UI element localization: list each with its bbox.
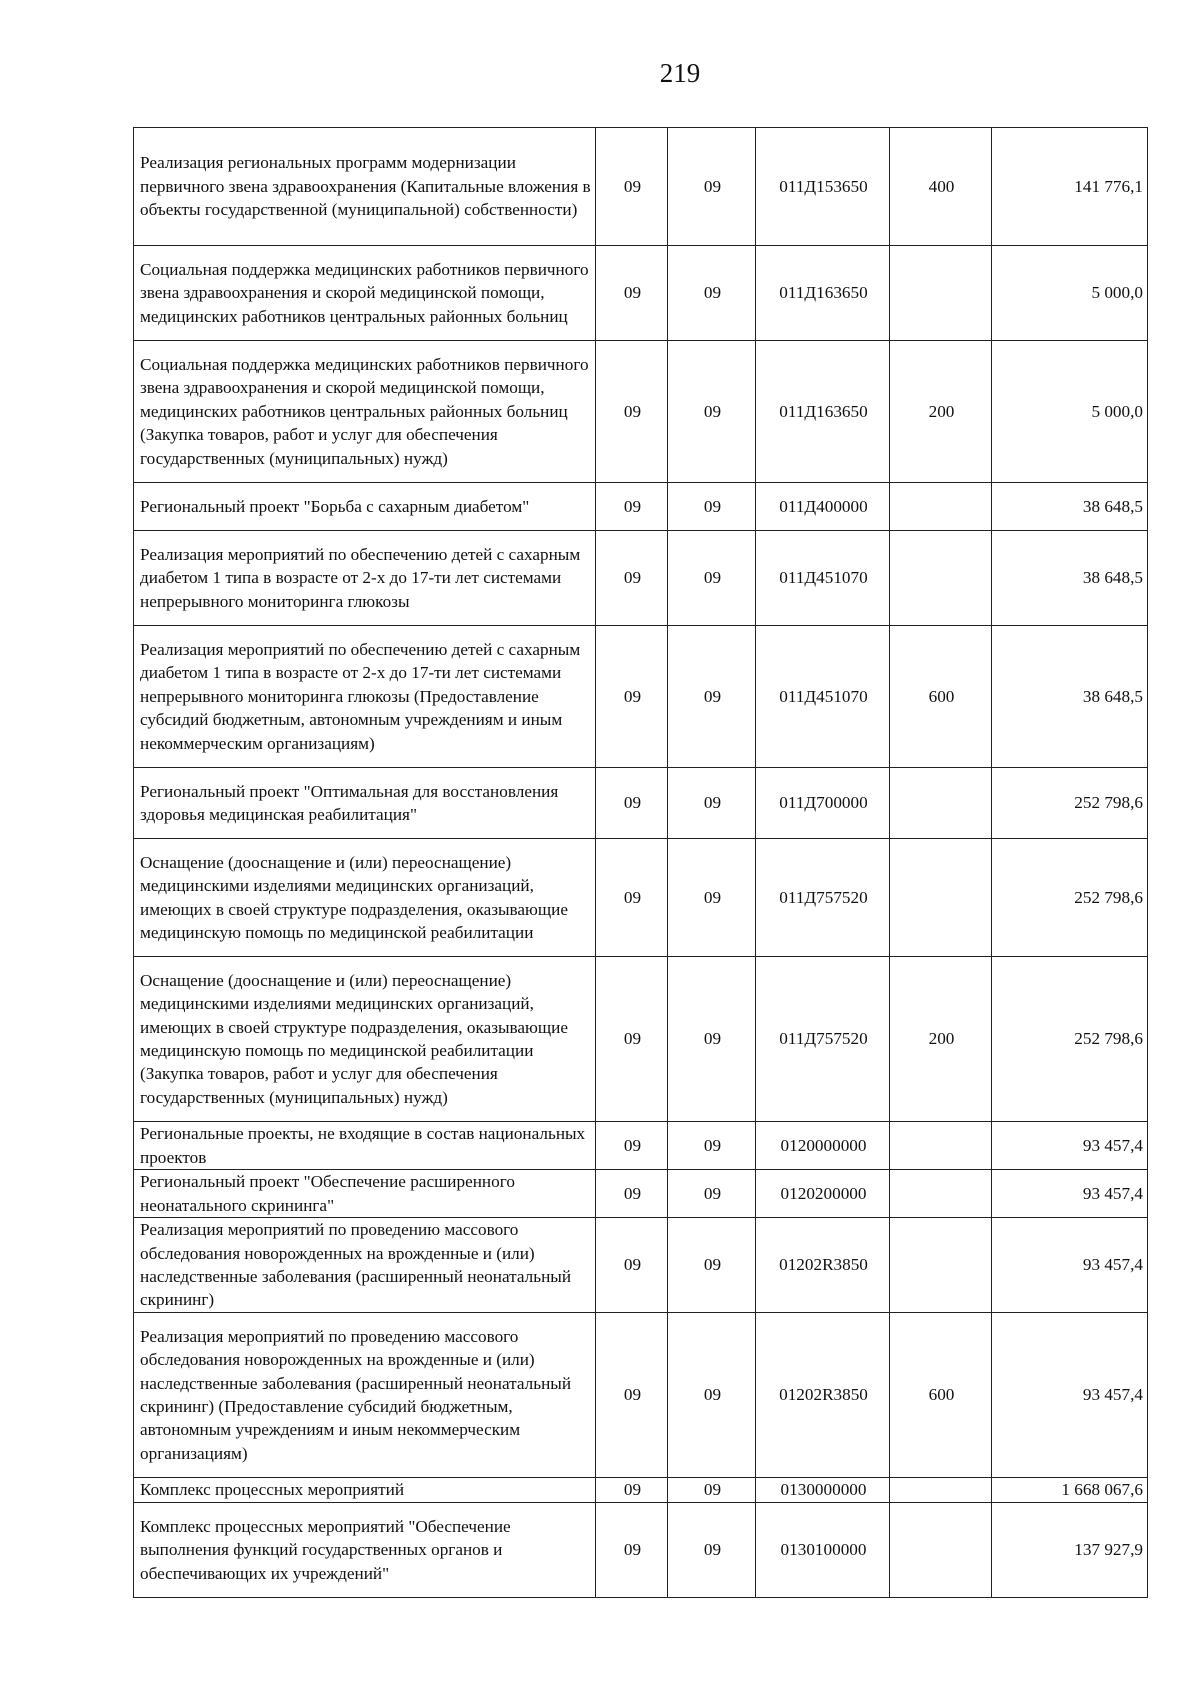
row-description: Комплекс процессных мероприятий — [134, 1478, 596, 1503]
row-section-code: 09 — [596, 128, 668, 246]
row-target-article-code: 01202R3850 — [756, 1313, 890, 1478]
page-number: 219 — [659, 58, 701, 88]
table-row — [134, 957, 1148, 1122]
table-row — [134, 1170, 1148, 1218]
row-amount: 38 648,5 — [992, 626, 1148, 768]
row-description: Оснащение (дооснащение и (или) переоснащение) медицинскими изделиями медицинских организаций, имеющих в своей структуре подразделения, оказывающие медицинскую помощь по медицинской реабилитации — [134, 839, 596, 957]
table-row — [134, 1503, 1148, 1598]
row-subsection-code: 09 — [668, 839, 756, 957]
row-subsection-code: 09 — [668, 128, 756, 246]
row-target-article-code: 011Д757520 — [756, 839, 890, 957]
row-description: Региональный проект "Борьба с сахарным диабетом" — [134, 483, 596, 531]
row-amount: 38 648,5 — [992, 483, 1148, 531]
row-subsection-code: 09 — [668, 1503, 756, 1598]
row-amount: 252 798,6 — [992, 768, 1148, 839]
row-expense-type-code: 600 — [890, 1313, 992, 1478]
table-row — [134, 483, 1148, 531]
row-subsection-code: 09 — [668, 246, 756, 341]
row-amount: 252 798,6 — [992, 957, 1148, 1122]
row-subsection-code: 09 — [668, 483, 756, 531]
row-target-article-code: 011Д153650 — [756, 128, 890, 246]
row-description: Социальная поддержка медицинских работников первичного звена здравоохранения и скорой медицинской помощи, медицинских работников центральных районных больниц (Закупка товаров, работ и услуг для обеспечения государственных (муниципальных) нужд) — [134, 341, 596, 483]
row-section-code: 09 — [596, 1218, 668, 1313]
row-amount: 141 776,1 — [992, 128, 1148, 246]
row-section-code: 09 — [596, 1313, 668, 1478]
row-expense-type-code — [890, 1503, 992, 1598]
row-description: Комплекс процессных мероприятий "Обеспечение выполнения функций государственных органов и обеспечивающих их учреждений" — [134, 1503, 596, 1598]
row-target-article-code: 011Д400000 — [756, 483, 890, 531]
row-section-code: 09 — [596, 957, 668, 1122]
row-expense-type-code — [890, 1122, 992, 1170]
row-subsection-code: 09 — [668, 626, 756, 768]
row-description: Реализация мероприятий по проведению массового обследования новорожденных на врожденные и (или) наследственные заболевания (расширенный неонатальный скрининг) — [134, 1218, 596, 1313]
row-target-article-code: 011Д700000 — [756, 768, 890, 839]
row-expense-type-code — [890, 531, 992, 626]
row-amount: 137 927,9 — [992, 1503, 1148, 1598]
table-row — [134, 839, 1148, 957]
row-amount: 5 000,0 — [992, 246, 1148, 341]
row-description: Реализация региональных программ модернизации первичного звена здравоохранения (Капитальные вложения в объекты государственной (муниципальной) собственности) — [134, 128, 596, 246]
row-target-article-code: 011Д163650 — [756, 246, 890, 341]
row-expense-type-code — [890, 768, 992, 839]
row-target-article-code: 011Д163650 — [756, 341, 890, 483]
row-description: Реализация мероприятий по обеспечению детей с сахарным диабетом 1 типа в возрасте от 2-х до 17-ти лет системами непрерывного мониторинга глюкозы — [134, 531, 596, 626]
row-target-article-code: 011Д451070 — [756, 626, 890, 768]
table-row — [134, 1122, 1148, 1170]
row-section-code: 09 — [596, 1170, 668, 1218]
table-row — [134, 1313, 1148, 1478]
row-description: Региональные проекты, не входящие в состав национальных проектов — [134, 1122, 596, 1170]
row-amount: 1 668 067,6 — [992, 1478, 1148, 1503]
row-expense-type-code — [890, 246, 992, 341]
table-row — [134, 246, 1148, 341]
row-expense-type-code: 600 — [890, 626, 992, 768]
row-description: Реализация мероприятий по обеспечению детей с сахарным диабетом 1 типа в возрасте от 2-х до 17-ти лет системами непрерывного мониторинга глюкозы (Предоставление субсидий бюджетным, автономным учреждениям и иным некоммерческим организациям) — [134, 626, 596, 768]
row-amount: 5 000,0 — [992, 341, 1148, 483]
budget-table-body — [134, 128, 1148, 1598]
row-amount: 93 457,4 — [992, 1218, 1148, 1313]
row-subsection-code: 09 — [668, 957, 756, 1122]
row-section-code: 09 — [596, 839, 668, 957]
row-description: Реализация мероприятий по проведению массового обследования новорожденных на врожденные и (или) наследственные заболевания (расширенный неонатальный скрининг) (Предоставление субсидий бюджетным, автономным учреждениям и иным некоммерческим организациям) — [134, 1313, 596, 1478]
row-subsection-code: 09 — [668, 1478, 756, 1503]
row-amount: 93 457,4 — [992, 1170, 1148, 1218]
row-expense-type-code — [890, 1478, 992, 1503]
row-subsection-code: 09 — [668, 1170, 756, 1218]
row-target-article-code: 01202R3850 — [756, 1218, 890, 1313]
row-target-article-code: 0130100000 — [756, 1503, 890, 1598]
row-description: Социальная поддержка медицинских работников первичного звена здравоохранения и скорой медицинской помощи, медицинских работников центральных районных больниц — [134, 246, 596, 341]
row-section-code: 09 — [596, 626, 668, 768]
row-section-code: 09 — [596, 531, 668, 626]
table-row — [134, 341, 1148, 483]
row-section-code: 09 — [596, 341, 668, 483]
row-section-code: 09 — [596, 1122, 668, 1170]
row-section-code: 09 — [596, 768, 668, 839]
row-expense-type-code: 200 — [890, 957, 992, 1122]
row-amount: 38 648,5 — [992, 531, 1148, 626]
row-subsection-code: 09 — [668, 1122, 756, 1170]
row-amount: 252 798,6 — [992, 839, 1148, 957]
row-expense-type-code — [890, 1218, 992, 1313]
row-target-article-code: 0120000000 — [756, 1122, 890, 1170]
row-subsection-code: 09 — [668, 531, 756, 626]
table-row — [134, 1478, 1148, 1503]
row-target-article-code: 011Д451070 — [756, 531, 890, 626]
row-section-code: 09 — [596, 1478, 668, 1503]
table-row — [134, 1218, 1148, 1313]
table-row — [134, 768, 1148, 839]
row-subsection-code: 09 — [668, 768, 756, 839]
table-row — [134, 128, 1148, 246]
row-description: Региональный проект "Оптимальная для восстановления здоровья медицинская реабилитация" — [134, 768, 596, 839]
row-expense-type-code — [890, 839, 992, 957]
row-target-article-code: 0130000000 — [756, 1478, 890, 1503]
budget-table — [133, 127, 1148, 1598]
row-amount: 93 457,4 — [992, 1313, 1148, 1478]
row-subsection-code: 09 — [668, 1218, 756, 1313]
row-section-code: 09 — [596, 246, 668, 341]
row-expense-type-code: 200 — [890, 341, 992, 483]
row-section-code: 09 — [596, 483, 668, 531]
row-expense-type-code: 400 — [890, 128, 992, 246]
row-description: Региональный проект "Обеспечение расширенного неонатального скрининга" — [134, 1170, 596, 1218]
row-expense-type-code — [890, 483, 992, 531]
row-subsection-code: 09 — [668, 1313, 756, 1478]
row-target-article-code: 011Д757520 — [756, 957, 890, 1122]
row-section-code: 09 — [596, 1503, 668, 1598]
table-row — [134, 626, 1148, 768]
row-amount: 93 457,4 — [992, 1122, 1148, 1170]
row-target-article-code: 0120200000 — [756, 1170, 890, 1218]
row-subsection-code: 09 — [668, 341, 756, 483]
row-description: Оснащение (дооснащение и (или) переоснащение) медицинскими изделиями медицинских организаций, имеющих в своей структуре подразделения, оказывающие медицинскую помощь по медицинской реабилитации (Закупка товаров, работ и услуг для обеспечения государственных (муниципальных) нужд) — [134, 957, 596, 1122]
row-expense-type-code — [890, 1170, 992, 1218]
table-row — [134, 531, 1148, 626]
